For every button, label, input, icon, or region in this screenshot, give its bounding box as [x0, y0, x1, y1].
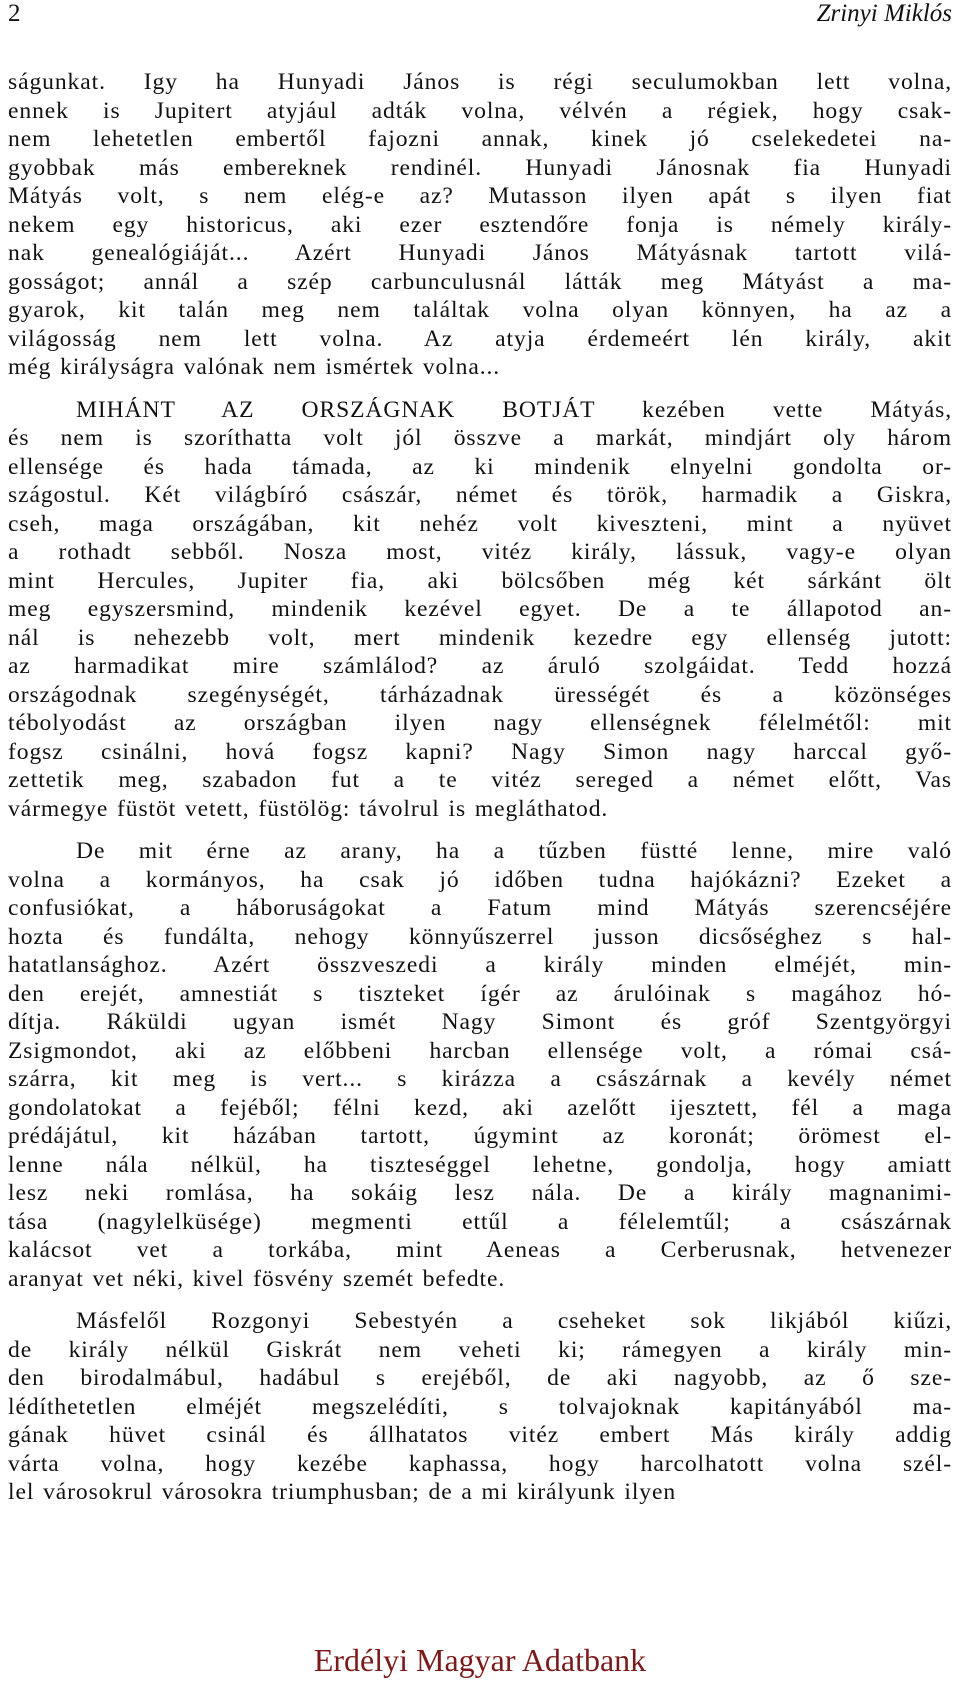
text-line	[8, 624, 952, 653]
text-line-content: lel városokrul városokra triumphusban; de a mi királyunk ilyen	[8, 1479, 677, 1505]
text-line-content: dítja. Ráküldi ugyan ismét Nagy Simont és gróf Szentgyörgyi	[8, 1009, 952, 1035]
text-line	[8, 1265, 952, 1294]
text-line	[8, 980, 952, 1009]
text-line	[8, 538, 952, 567]
text-line-content: szárra, kit meg is vert... s kirázza a császárnak a kevély német	[8, 1066, 952, 1092]
text-line	[8, 795, 952, 824]
text-line	[8, 353, 952, 382]
text-line-content: gondolatokat a fejéből; félni kezd, aki azelőtt ijesztett, fél a maga	[8, 1094, 952, 1121]
text-line	[8, 923, 952, 952]
text-line	[8, 239, 952, 268]
text-line-content: nekem egy historicus, aki ezer esztendőre fonja is némely király-	[8, 211, 952, 238]
text-line-content: nem lehetetlen embertől fajozni annak, kinek jó cselekedetei na-	[8, 126, 952, 152]
text-line-content: Másfelől Rozgonyi Sebestyén a cseheket sok likjából kiűzi,	[76, 1308, 952, 1334]
text-line	[8, 1179, 952, 1208]
text-line-content: országodnak szegénységét, tárházadnak ürességét és a közönséges	[8, 681, 952, 708]
text-line-content: az harmadikat mire számlálod? az áruló szolgáidat. Tedd hozzá	[8, 653, 952, 679]
text-line-content: szágostul. Két világbíró császár, német és török, harmadik a Giskra,	[8, 482, 952, 508]
text-line-content: nak genealógiáját... Azért Hunyadi János Mátyásnak tartott vilá-	[8, 240, 952, 266]
page-number: 2	[8, 0, 21, 27]
text-line-content: lesz neki romlása, ha sokáig lesz nála. De a király magnanimi-	[8, 1180, 952, 1206]
text-line-content: gosságot; annál a szép carbunculusnál látták meg Mátyást a ma-	[8, 268, 952, 295]
text-line	[8, 1336, 952, 1365]
paragraph	[8, 396, 952, 824]
page-header	[8, 0, 952, 36]
text-line	[8, 268, 952, 297]
text-line-content: ságunkat. Igy ha Hunyadi János is régi seculumokban lett volna,	[8, 69, 952, 95]
text-line-content: meg egyszersmind, mindenik kezével egyet. De a te állapotod an-	[8, 596, 952, 622]
text-line-content: várta volna, hogy kezébe kaphassa, hogy harcolhatott volna szél-	[8, 1450, 952, 1477]
text-line-content: den erejét, amnestiát s tiszteket ígér az árulóinak s magához hó-	[8, 980, 952, 1007]
text-line	[8, 1450, 952, 1479]
text-line	[8, 1037, 952, 1066]
body-text	[8, 68, 952, 1507]
text-line	[8, 681, 952, 710]
text-line	[8, 567, 952, 596]
text-line	[8, 97, 952, 126]
text-line-content: a rothadt sebből. Nosza most, vitéz király, lássuk, vagy-e olyan	[8, 539, 952, 565]
text-line-content: ennek is Jupitert atyjául adták volna, vélvén a régiek, hogy csak-	[8, 97, 952, 124]
text-line	[8, 866, 952, 895]
text-line	[8, 1208, 952, 1237]
text-line	[8, 1236, 952, 1265]
text-line-content: nál is nehezebb volt, mert mindenik kezedre egy ellenség jutott:	[8, 624, 952, 651]
paragraph	[8, 68, 952, 382]
text-line	[8, 154, 952, 183]
text-line-content: kalácsot vet a torkába, mint Aeneas a Cerberusnak, hetvenezer	[8, 1237, 952, 1263]
text-line-content: den birodalmábul, hadábul s erejéből, de aki nagyobb, az ő sze-	[8, 1365, 952, 1391]
text-line	[8, 1478, 952, 1507]
text-line	[8, 424, 952, 453]
text-line-content: prédájátul, kit házában tartott, úgymint az koronát; örömest el-	[8, 1123, 952, 1149]
paragraph	[8, 837, 952, 1293]
text-line	[8, 1122, 952, 1151]
text-line	[8, 1065, 952, 1094]
text-line-content: ellensége és hada támada, az ki mindenik elnyelni gondolta or-	[8, 453, 952, 480]
text-line	[8, 1393, 952, 1422]
text-line	[8, 325, 952, 354]
text-line-content: tébolyodást az országban ilyen nagy ellenségnek félelmétől: mit	[8, 710, 952, 736]
text-line	[8, 182, 952, 211]
text-line	[8, 837, 952, 866]
footer-source: Erdélyi Magyar Adatbank	[313, 1642, 647, 1678]
running-title: Zrinyi Miklós	[816, 0, 952, 27]
text-line-content: mint Hercules, Jupiter fia, aki bölcsőben még két sárkánt ölt	[8, 567, 952, 594]
text-line	[8, 1151, 952, 1180]
text-line-content: lédíthetetlen elméjét megszelédíti, s tolvajoknak kapitányából ma-	[8, 1393, 952, 1420]
text-line-content: hatatlansághoz. Azért összveszedi a király minden elméjét, min-	[8, 952, 952, 978]
text-line	[8, 453, 952, 482]
text-line	[8, 894, 952, 923]
text-line	[8, 125, 952, 154]
text-line-content: volna a kormányos, ha csak jó időben tudna hajókázni? Ezeket a	[8, 866, 952, 893]
text-line	[8, 211, 952, 240]
text-line	[8, 709, 952, 738]
text-line	[8, 1421, 952, 1450]
text-line	[8, 766, 952, 795]
text-line-content: De mit érne az arany, ha a tűzben füstté lenne, mire való	[76, 838, 952, 864]
text-line-content: hozta és fundálta, nehogy könnyűszerrel jusson dicsőséghez s hal-	[8, 923, 952, 950]
text-line	[8, 481, 952, 510]
text-line-content: Mátyás volt, s nem elég-e az? Mutasson ilyen apát s ilyen fiat	[8, 183, 952, 209]
text-line	[8, 951, 952, 980]
text-line	[8, 1307, 952, 1336]
text-line	[8, 1008, 952, 1037]
text-line	[8, 652, 952, 681]
text-line-content: cseh, maga országában, kit nehéz volt kiveszteni, mint a nyüvet	[8, 510, 952, 537]
text-line-content: vármegye füstöt vetett, füstölög: távolrul is megláthatod.	[8, 795, 609, 822]
text-line-content: MIHÁNT AZ ORSZÁGNAK BOTJÁT kezében vette Mátyás,	[76, 396, 952, 423]
text-line	[8, 510, 952, 539]
text-line	[8, 396, 952, 425]
text-line-content: világosság nem lett volna. Az atyja érdemeért lén király, akit	[8, 325, 952, 352]
text-line-content: lenne nála nélkül, ha tiszteséggel lehetne, gondolja, hogy amiatt	[8, 1151, 952, 1178]
text-line-content: még királyságra valónak nem ismértek volna...	[8, 354, 501, 380]
text-line-content: és nem is szoríthatta volt jól összve a markát, mindjárt oly három	[8, 425, 952, 451]
paragraph	[8, 1307, 952, 1507]
text-line-content: gyarok, kit talán meg nem találtak volna olyan könnyen, ha az a	[8, 297, 952, 323]
text-line-content: de király nélkül Giskrát nem veheti ki; rámegyen a király min-	[8, 1336, 952, 1363]
text-line-content: aranyat vet néki, kivel fösvény szemét befedte.	[8, 1265, 506, 1292]
text-line	[8, 595, 952, 624]
text-line	[8, 1094, 952, 1123]
text-line	[8, 738, 952, 767]
text-line-content: gának hüvet csinál és állhatatos vitéz embert Más király addig	[8, 1422, 952, 1448]
text-line	[8, 296, 952, 325]
text-line-content: zettetik meg, szabadon fut a te vitéz sereged a német előtt, Vas	[8, 767, 952, 793]
text-line	[8, 1364, 952, 1393]
text-line-content: confusiókat, a háboruságokat a Fatum mind Mátyás szerencséjére	[8, 895, 952, 921]
text-line-content: Zsigmondot, aki az előbbeni harcban ellensége volt, a római csá-	[8, 1037, 952, 1064]
text-line-content: gyobbak más embereknek rendinél. Hunyadi Jánosnak fia Hunyadi	[8, 154, 952, 181]
text-line-content: fogsz csinálni, hová fogsz kapni? Nagy Simon nagy harccal győ-	[8, 738, 952, 765]
text-line-content: tása (nagylelküsége) megmenti ettűl a félelemtűl; a császárnak	[8, 1208, 952, 1235]
text-line	[8, 68, 952, 97]
